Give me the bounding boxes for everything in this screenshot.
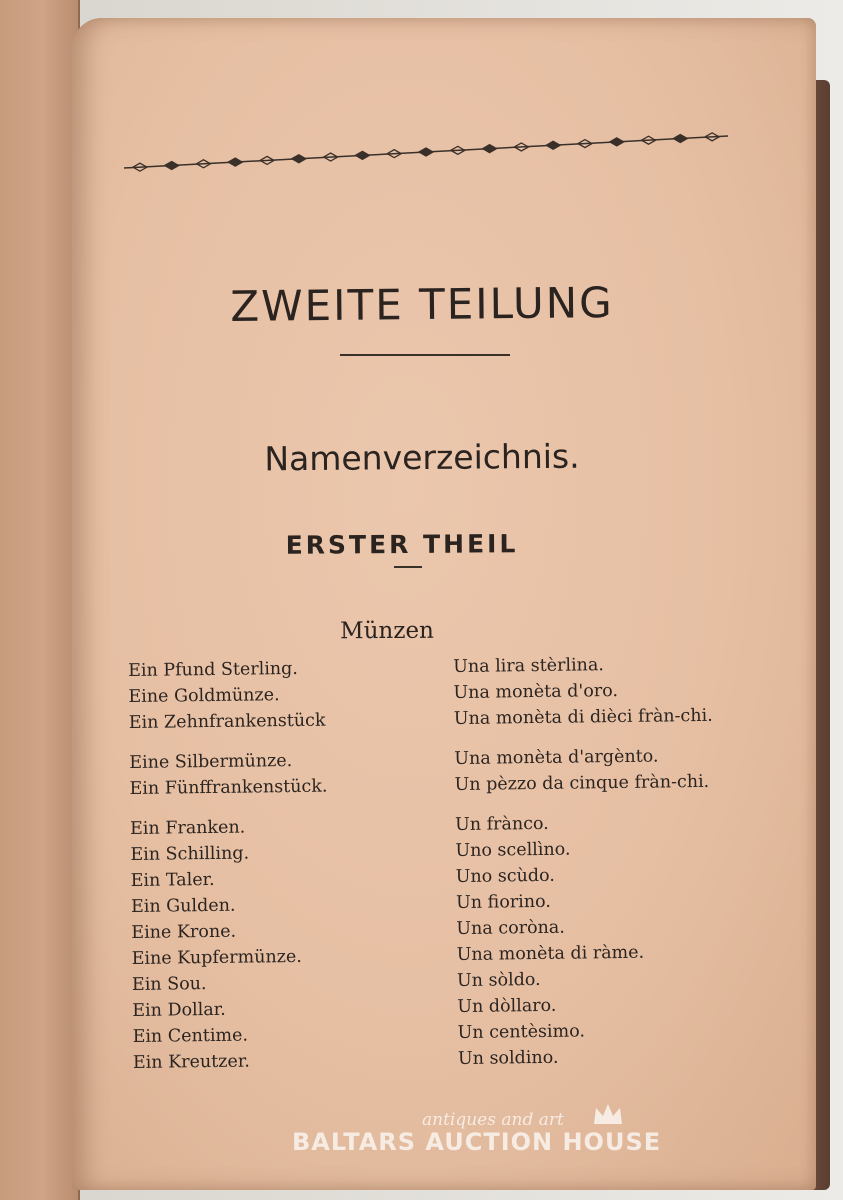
italian-term: Uno scùdo. [455,865,555,888]
german-term: Ein Sou. [131,974,207,995]
decorative-border-ornament [120,106,732,176]
subsection-title: ERSTER THEIL [285,529,519,560]
italian-term: Un pèzzo da cinque fràn-chi. [454,771,710,796]
german-term: Eine Goldmünze. [128,685,280,707]
german-term: Ein Dollar. [132,999,226,1021]
italian-term: Una coròna. [456,917,565,940]
subsection-underline [394,566,422,568]
italian-term: Una monèta di ràme. [456,942,645,966]
watermark-tagline: antiques and art [422,1110,564,1130]
book-page [72,18,816,1190]
category-title: Münzen [340,617,434,645]
ornament-diamond [165,161,179,169]
italian-term: Una monèta d'oro. [453,681,619,704]
italian-term: Una lira stèrlina. [453,655,605,678]
german-term: Eine Krone. [131,921,237,943]
italian-term: Una monèta d'argènto. [454,746,659,770]
ornament-diamond [419,148,433,156]
left-page-edge [0,0,80,1200]
ornament-diamond [228,158,242,166]
italian-term: Un sòldo. [456,969,541,992]
german-term: Ein Centime. [132,1025,249,1047]
italian-term: Una monèta di dièci fràn-chi. [453,705,713,730]
ornament-diamond [292,155,306,163]
ornament-diamond [610,138,624,146]
italian-term: Uno scellìno. [455,839,571,862]
ornament-diamond [673,135,687,143]
vocabulary-list [128,650,773,1076]
section-title: Namenverzeichnis. [264,436,580,479]
italian-term: Un soldino. [457,1047,559,1069]
italian-term: Un dòllaro. [457,995,557,1018]
ornament-diamond [546,141,560,149]
german-term: Ein Pfund Sterling. [128,658,299,681]
german-term: Ein Zehnfrankenstück [128,710,326,733]
title-underline [340,354,510,356]
german-term: Ein Taler. [130,869,215,891]
italian-term: Un fiorino. [455,891,551,914]
watermark-name: BALTARS AUCTION HOUSE [292,1128,662,1156]
german-term: Ein Schilling. [130,843,250,865]
ornament-diamond [355,151,369,159]
ornament-diamond [483,145,497,153]
german-term: Eine Silbermünze. [129,751,293,773]
italian-term: Un centèsimo. [457,1021,586,1044]
crown-icon [592,1102,624,1126]
german-term: Ein Gulden. [130,895,236,917]
german-term: Ein Franken. [129,817,246,839]
german-term: Ein Kreutzer. [132,1051,250,1073]
german-term: Eine Kupfermünze. [131,946,302,969]
part-title: ZWEITE TEILUNG [230,277,614,332]
italian-term: Un frànco. [454,813,549,836]
german-term: Ein Fünffrankenstück. [129,776,328,799]
auction-house-watermark [292,1100,692,1170]
